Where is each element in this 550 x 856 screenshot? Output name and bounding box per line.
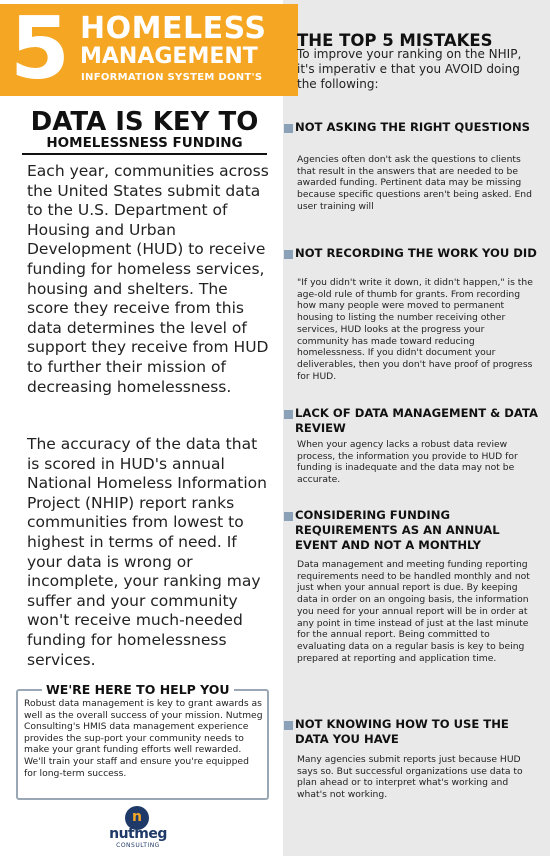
square-bullet-icon	[284, 410, 293, 419]
square-bullet-icon	[284, 512, 293, 521]
nutmeg-logo	[108, 806, 168, 852]
title-banner	[0, 0, 298, 99]
banner-line-3: INFORMATION SYSTEM DONT'S	[81, 72, 263, 83]
help-callout-text: Robust data management is key to grant awards as well as the overall success of your mission. Nutmeg Consulting's HMIS data management experience provides the sup-port your community needs to make your grant funding efforts well rewarded. We'll train your staff and ensure you're equipped for long-term success.	[24, 698, 263, 779]
square-bullet-icon	[284, 721, 293, 730]
banner-line-2: MANAGEMENT	[80, 44, 258, 69]
mistakes-title: THE TOP 5 MISTAKES	[297, 31, 493, 50]
square-bullet-icon	[284, 124, 293, 133]
mistake-body: Many agencies submit reports just because HUD says so. But successful organizations use data to plan ahead or to interpret what's working and what's not working.	[297, 754, 523, 801]
logo-mark: n	[132, 809, 142, 825]
mistake-title: NOT RECORDING THE WORK YOU DID	[295, 246, 537, 260]
mistake-body: Agencies often don't ask the questions to clients that result in the answers that are needed to be awarded funding. Pertinent data may be missing because specific questions aren't being asked. End user training will	[297, 154, 532, 212]
banner-number: 5	[10, 0, 70, 99]
mistake-title: NOT KNOWING HOW TO USE THE DATA YOU HAVE	[295, 717, 509, 746]
mistakes-intro: To improve your ranking on the NHIP, it's imperativ e that you AVOID doing the following:	[297, 47, 522, 91]
intro-paragraph: Each year, communities across the United States submit data to the U.S. Department of Housing and Urban Development (HUD) to receive funding for homeless services, housing and shelters. The score they receive from this data determines the level of support they receive from HUD to further their mission of decreasing homelessness.	[27, 162, 269, 396]
logo-subtitle: CONSULTING	[116, 842, 160, 849]
banner-line-1: HOMELESS	[80, 11, 267, 46]
mistake-body: Data management and meeting funding reporting requirements need to be handled monthly and not just when your annual report is due. By keeping data in order on an ongoing basis, the information you need for your annual report will be in order at any point in time instead of just at the last minute for the annual report. Being committed to evaluating data on a regular basis is key to being prepared at reporting and application time.	[297, 559, 530, 664]
square-bullet-icon	[284, 250, 293, 259]
page-heading: DATA IS KEY TO	[30, 107, 259, 137]
page-subheading: HOMELESSNESS FUNDING	[46, 135, 243, 151]
accuracy-paragraph: The accuracy of the data that is scored in HUD's annual National Homeless Information Project (NHIP) report ranks communities from lowest to highest in terms of need. If your data is wrong or incomplete, your ranking may suffer and your community won't receive much-needed funding for homelessness services.	[27, 435, 267, 669]
mistake-body: When your agency lacks a robust data review process, the information you provide to HUD for funding is inadequate and the data may not be accurate.	[297, 439, 518, 486]
mistake-title: LACK OF DATA MANAGEMENT & DATA REVIEW	[295, 406, 538, 435]
mistake-title: CONSIDERING FUNDING REQUIREMENTS AS AN ANNUAL EVENT AND NOT A MONTHLY	[295, 508, 500, 552]
help-callout-title: WE'RE HERE TO HELP YOU	[42, 682, 234, 697]
heading-divider	[22, 153, 267, 155]
mistake-title: NOT ASKING THE RIGHT QUESTIONS	[295, 120, 531, 134]
logo-name: nutmeg	[109, 826, 167, 842]
mistake-body: "If you didn't write it down, it didn't happen," is the age-old rule of thumb for grants. From recording how many people were moved to permanent housing to listing the number receiving other services, HUD looks at the progress your community has made toward reducing homelessness. If you didn't document your deliverables, then you don't have proof of progress for HUD.	[297, 277, 533, 382]
